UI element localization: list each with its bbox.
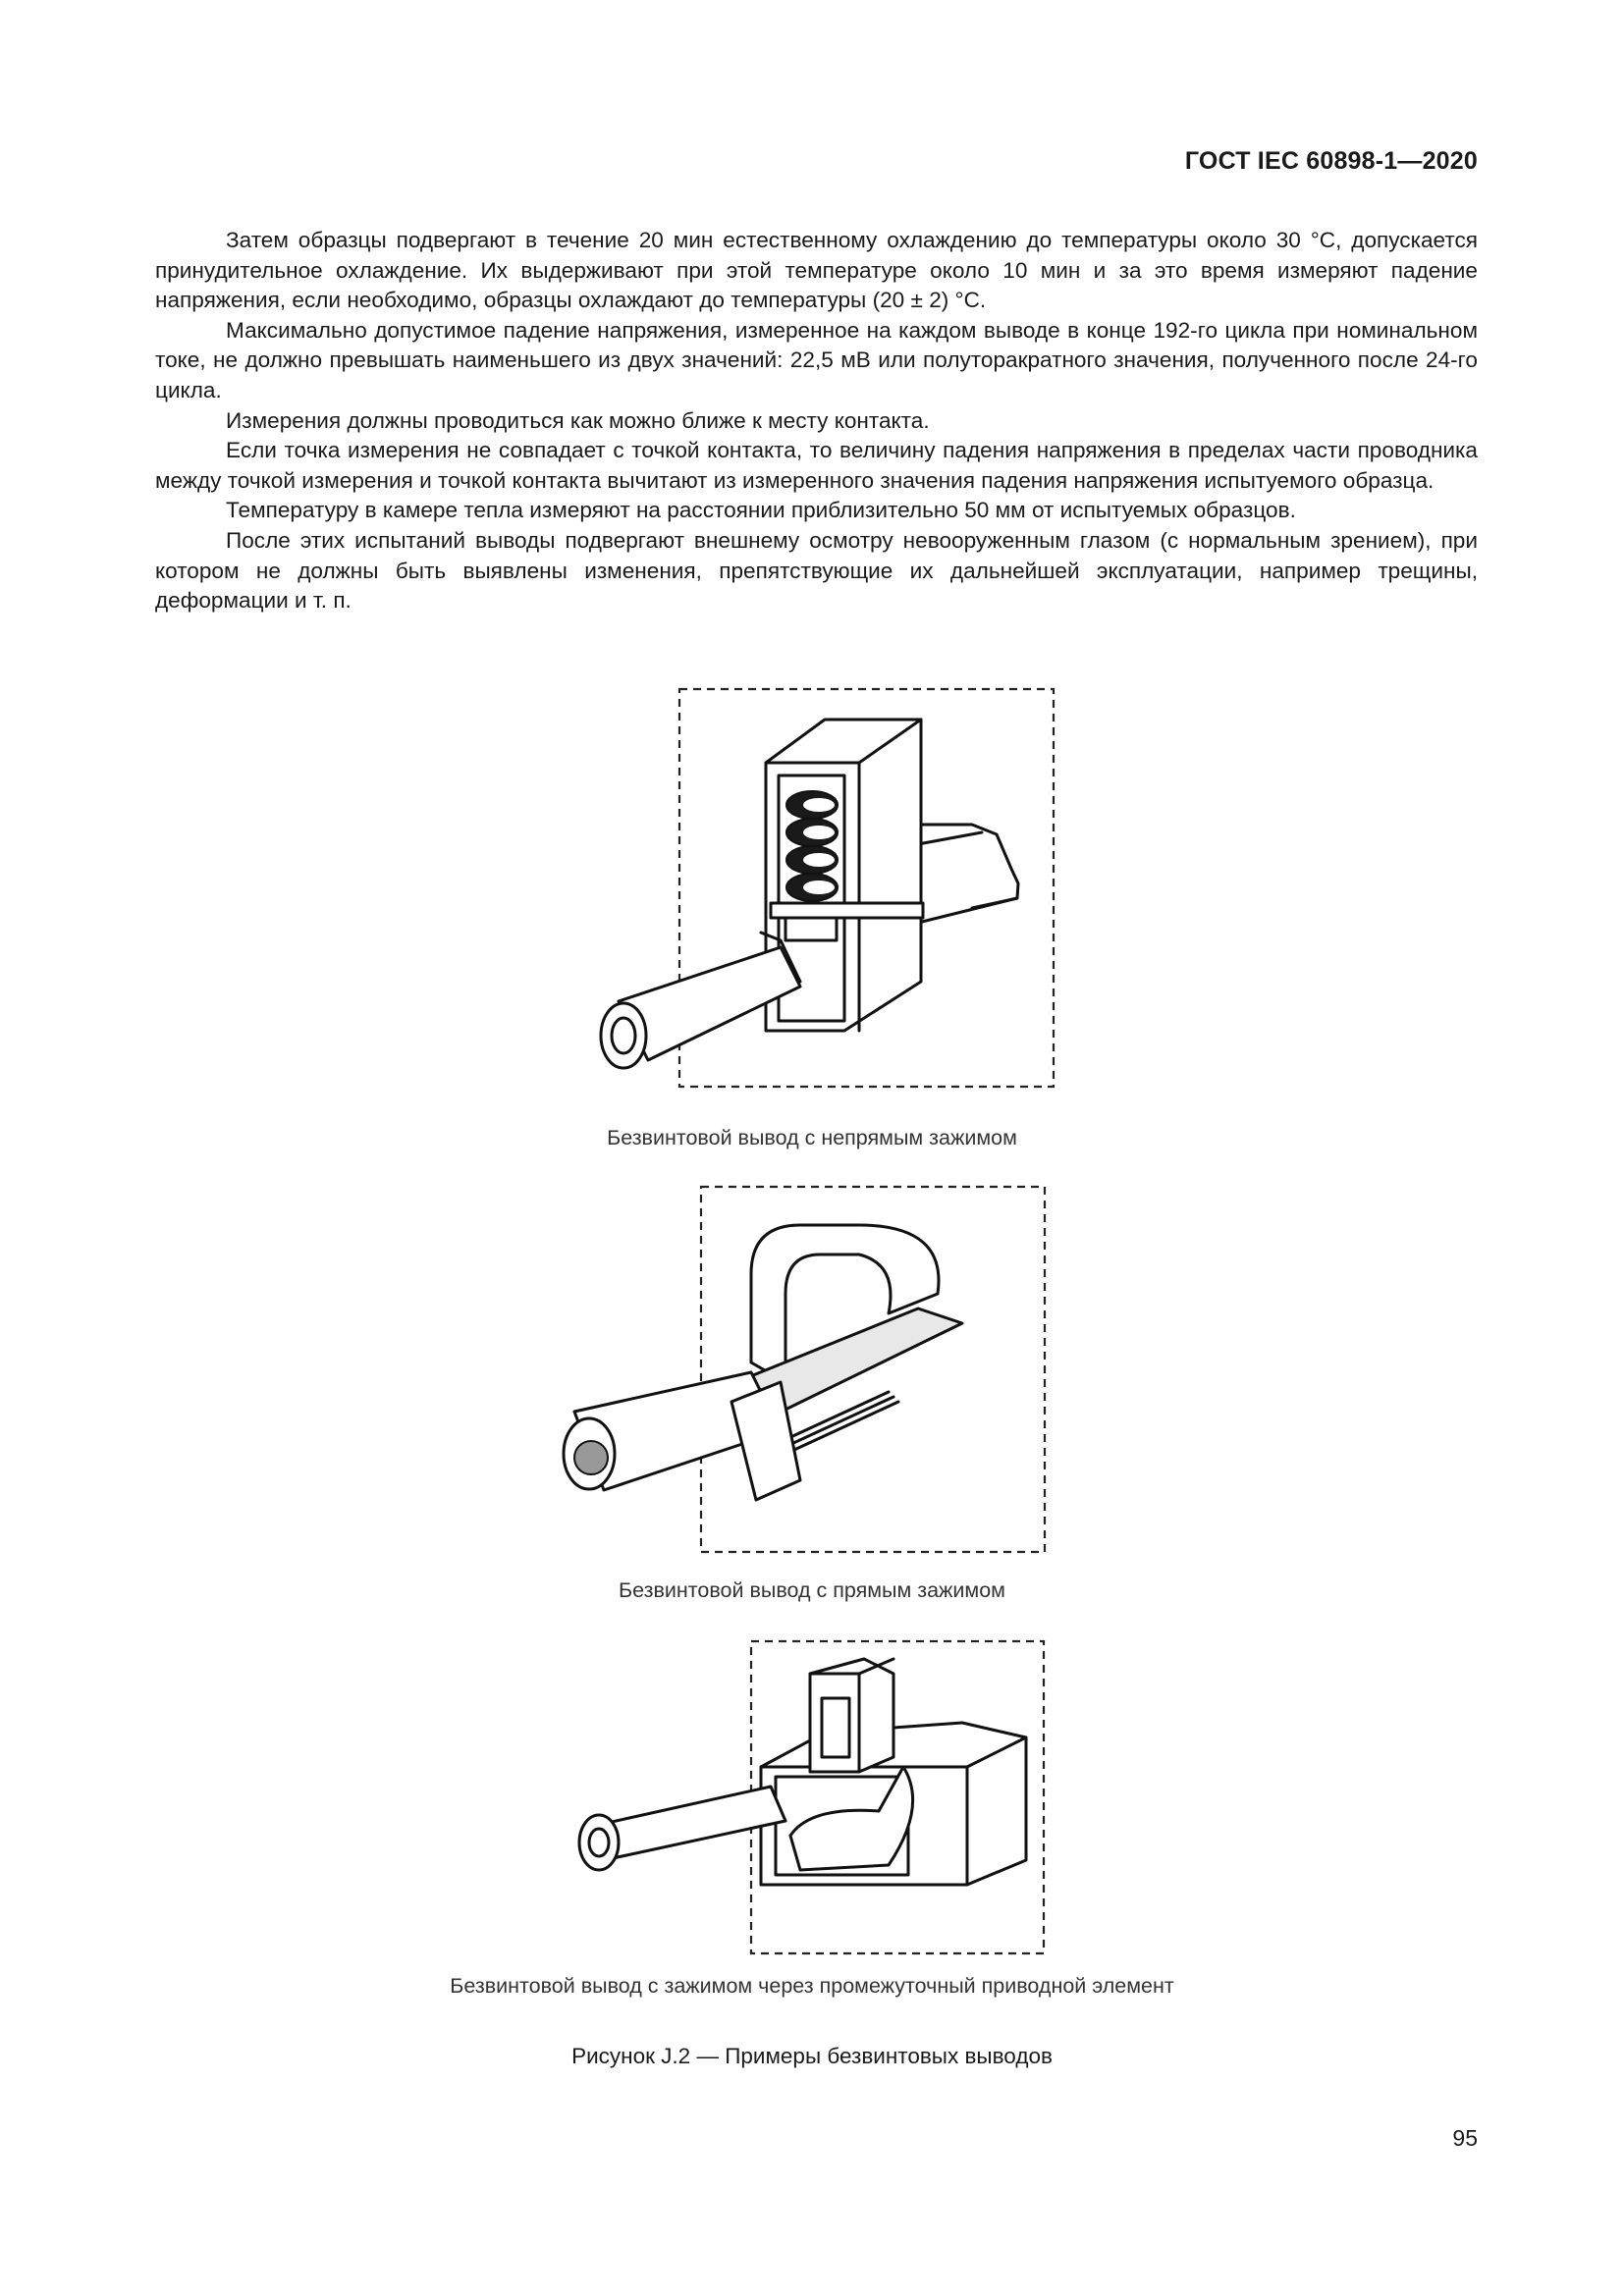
figure-indirect-clamp (589, 687, 1060, 1099)
indirect-clamp-drawing (589, 687, 1060, 1099)
body-text (155, 226, 1478, 616)
paragraph-1: Затем образцы подвергают в течение 20 мин естественному охлаждению до температуры около 30 °С, допускается принудительное охлаждение. Их выдерживают при этой температуре около 10 мин и за это время измеряют падение напряжения, если необходимо, образцы охлаждают до температуры (20 ± 2) °С. (155, 228, 1478, 313)
page-number: 95 (1452, 2125, 1478, 2151)
intermediate-element-drawing (565, 1639, 1075, 1973)
paragraph-6: После этих испытаний выводы подвергают внешнему осмотру невооруженным глазом (с нормальным зрением), при котором не должны быть выявлены изменения, препятствующие их дальнейшей эксплуатации, например трещины, деформации и т. п. (155, 527, 1478, 614)
paragraph-5: Температуру в камере тепла измеряют на расстоянии приблизительно 50 мм от испытуемых образцов. (226, 498, 1296, 523)
figure-intermediate-element (565, 1639, 1075, 1973)
paragraph-2: Максимально допустимое падение напряжения, измеренное на каждом выводе в конце 192-го цикла при номинальном токе, не должно превышать наименьшего из двух значений: 22,5 мВ или полуторакратного значения, полученного после 24-го цикла. (155, 317, 1478, 402)
caption-intermediate-element: Безвинтовой вывод с зажимом через промежуточный приводной элемент (450, 1974, 1174, 1998)
paragraph-3: Измерения должны проводиться как можно ближе к месту контакта. (226, 407, 930, 433)
figure-direct-clamp (565, 1186, 1075, 1559)
caption-indirect-clamp: Безвинтовой вывод с непрямым зажимом (607, 1126, 1017, 1149)
figure-title: Рисунок J.2 — Примеры безвинтовых выводов (571, 2044, 1053, 2068)
direct-clamp-drawing (565, 1186, 1075, 1559)
paragraph-4: Если точка измерения не совпадает с точкой контакта, то величину падения напряжения в пределах части проводника между точкой измерения и точкой контакта вычитают из измеренного значения падения напряжения испытуемого образца. (155, 438, 1478, 493)
document-standard-id: ГОСТ IEC 60898-1—2020 (1184, 147, 1478, 175)
caption-direct-clamp: Безвинтовой вывод с прямым зажимом (619, 1578, 1005, 1602)
